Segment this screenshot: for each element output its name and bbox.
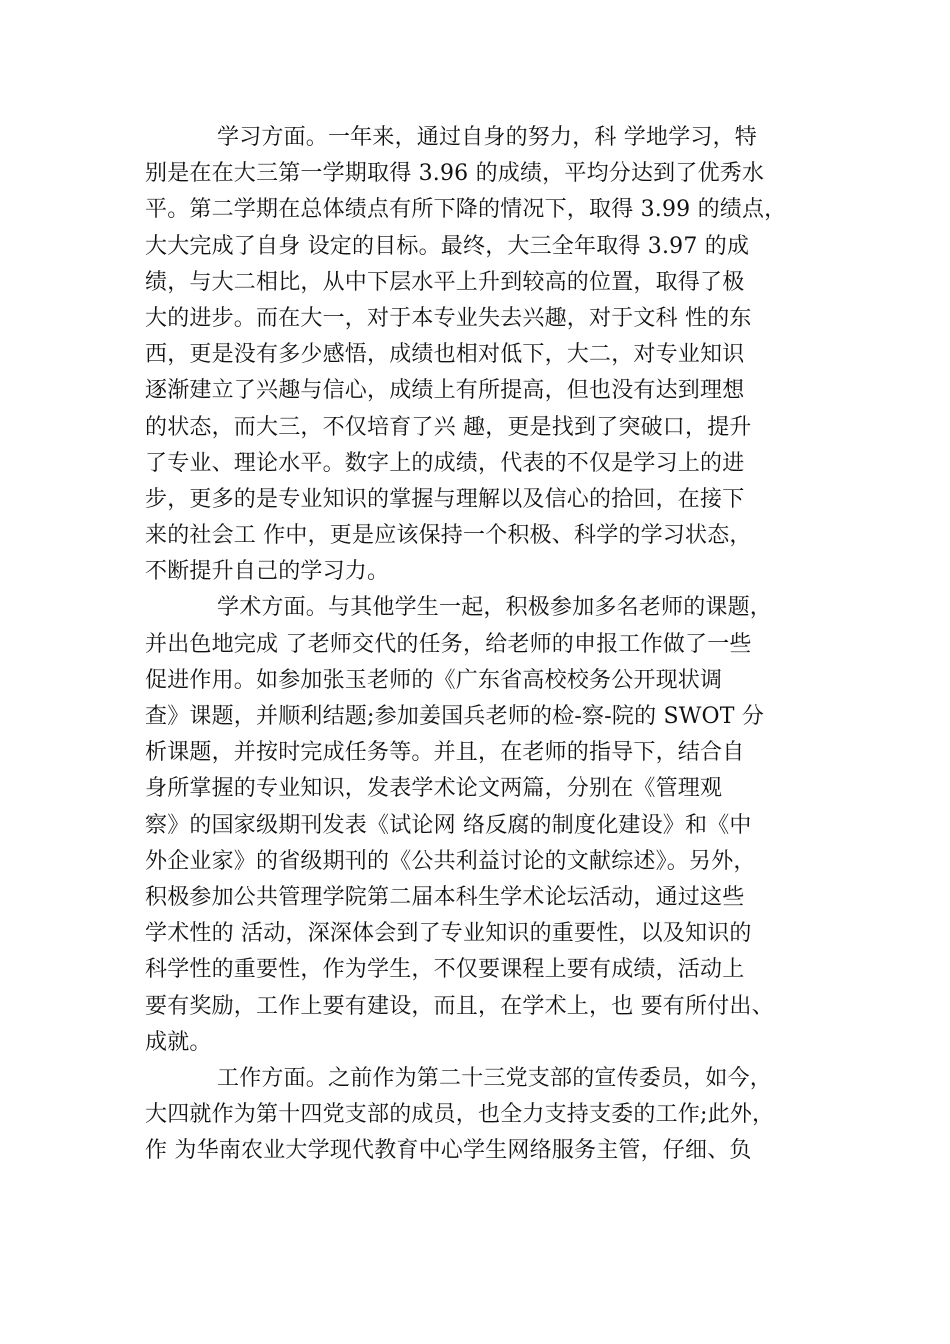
paragraph-line: 析课题，并按时完成任务等。并且，在老师的指导下，结合自 bbox=[145, 740, 745, 766]
paragraph-line: 要有奖励，工作上要有建设，而且，在学术上，也 要有所付出、 bbox=[145, 993, 774, 1019]
paragraph-line: 西，更是没有多少感悟，成绩也相对低下，大二，对专业知识 bbox=[145, 342, 745, 368]
paragraph-line: 身所掌握的专业知识，发表学术论文两篇，分别在《管理观 bbox=[145, 776, 723, 802]
paragraph-line: 作 为华南农业大学现代教育中心学生网络服务主管，仔细、负 bbox=[145, 1138, 752, 1164]
paragraph-line: 查》课题，并顺利结题;参加姜国兵老师的检-察-院的 SWOT 分 bbox=[145, 704, 765, 729]
document-body bbox=[145, 120, 825, 1169]
paragraph-line: 的状态，而大三，不仅培育了兴 趣，更是找到了突破口，提升 bbox=[145, 414, 752, 440]
paragraph-line: 察》的国家级期刊发表《试论网 络反腐的制度化建设》和《中 bbox=[145, 812, 752, 838]
paragraph-line: 不断提升自己的学习力。 bbox=[145, 559, 390, 585]
paragraph-line: 来的社会工 作中，更是应该保持一个积极、科学的学习状态， bbox=[145, 523, 752, 549]
paragraph-line: 步，更多的是专业知识的掌握与理解以及信心的拾回，在接下 bbox=[145, 486, 745, 512]
paragraph-line: 促进作用。如参加张玉老师的《广东省高校校务公开现状调 bbox=[145, 667, 723, 693]
paragraph-line: 绩，与大二相比，从中下层水平上升到较高的位置，取得了极 bbox=[145, 269, 745, 295]
paragraph-line: 工作方面。之前作为第二十三党支部的宣传委员，如今， bbox=[217, 1065, 773, 1091]
paragraph-line: 学术方面。与其他学生一起，积极参加多名老师的课题， bbox=[217, 595, 773, 621]
paragraph-line: 平。第二学期在总体绩点有所下降的情况下，取得 3.99 的绩点， bbox=[145, 197, 787, 223]
paragraph-line: 并出色地完成 了老师交代的任务，给老师的申报工作做了一些 bbox=[145, 631, 752, 657]
paragraph-line: 别是在在大三第一学期取得 3.96 的成绩，平均分达到了优秀水 bbox=[145, 161, 765, 187]
paragraph-work bbox=[145, 1061, 825, 1170]
paragraph-line: 逐渐建立了兴趣与信心，成绩上有所提高，但也没有达到理想 bbox=[145, 378, 745, 404]
paragraph-line: 大大完成了自身 设定的目标。最终，大三全年取得 3.97 的成 bbox=[145, 233, 750, 259]
paragraph-line: 学习方面。一年来，通过自身的努力，科 学地学习，特 bbox=[217, 125, 757, 150]
paragraph-line: 了专业、理论水平。数字上的成绩，代表的不仅是学习上的进 bbox=[145, 450, 745, 476]
paragraph-line: 大的进步。而在大一，对于本专业失去兴趣，对于文科 性的东 bbox=[145, 305, 752, 331]
paragraph-line: 学术性的 活动，深深体会到了专业知识的重要性，以及知识的 bbox=[145, 921, 752, 947]
paragraph-line: 外企业家》的省级期刊的《公共利益讨论的文献综述》。另外， bbox=[145, 848, 756, 874]
paragraph-academic bbox=[145, 590, 825, 1060]
paragraph-line: 大四就作为第十四党支部的成员，也全力支持支委的工作;此外， bbox=[145, 1102, 775, 1128]
paragraph-line: 积极参加公共管理学院第二届本科生学术论坛活动，通过这些 bbox=[145, 884, 745, 910]
paragraph-line: 成就。 bbox=[145, 1029, 212, 1055]
paragraph-study bbox=[145, 120, 825, 590]
paragraph-line: 科学性的重要性，作为学生，不仅要课程上要有成绩，活动上 bbox=[145, 957, 745, 983]
